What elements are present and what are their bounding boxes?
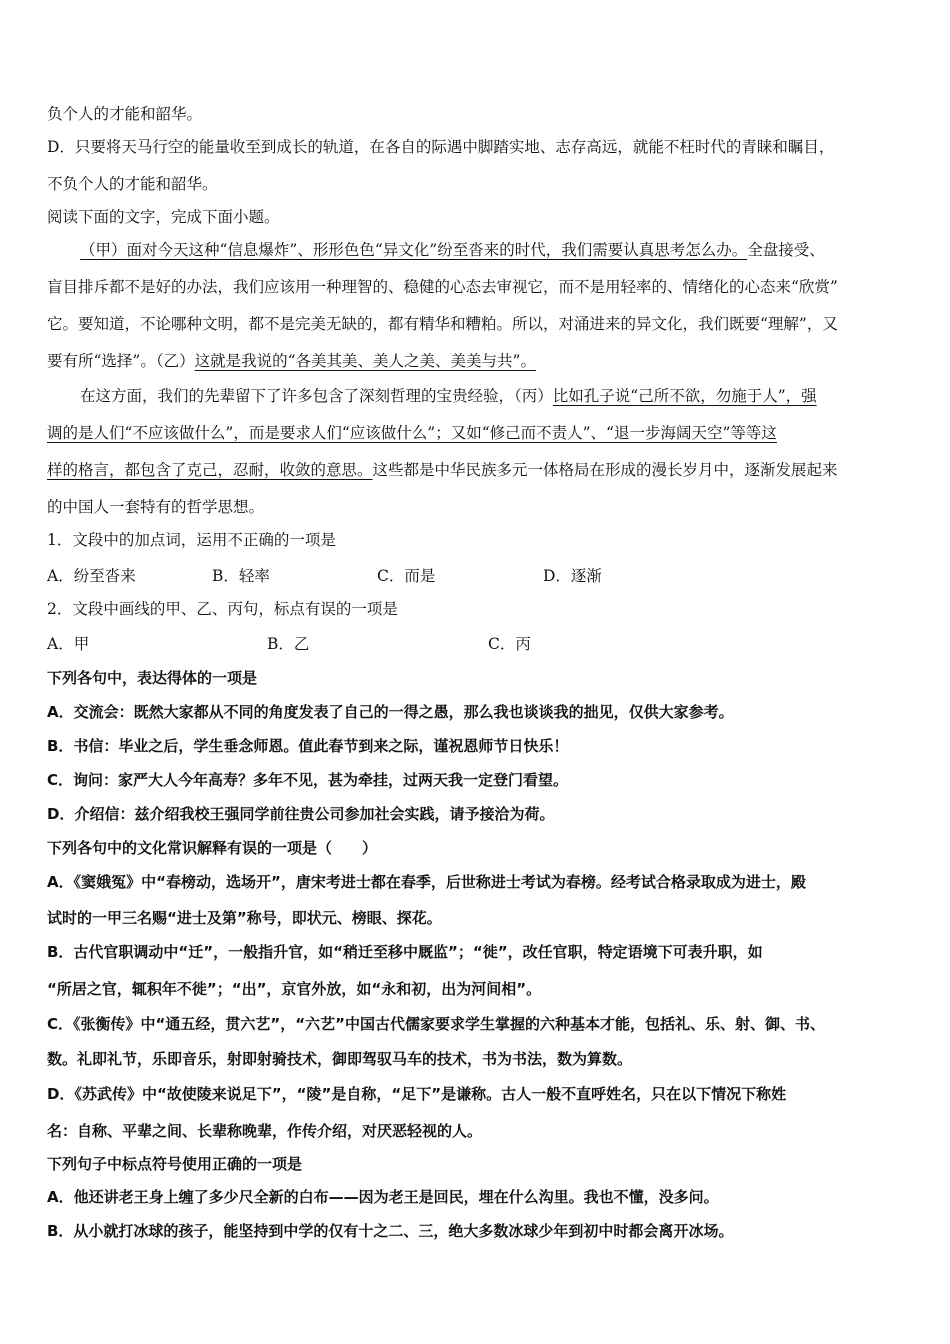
passage-text: 全盘接受、 (747, 241, 825, 259)
underlined-sentence-bing: 比如孔子说“己所不欲，勿施于人”，强 (552, 387, 817, 405)
underlined-sentence-jia: （甲）面对今天这种“信息爆炸”、形形色色“异文化”纷至沓来的时代，我们需要认真思考怎么办。 (80, 241, 748, 259)
q4-option-b-cont: “所居之官，辄积年不徙”；“出”，京官外放，如“永和初，出为河间相”。 (47, 980, 542, 998)
q3-option-a: A．交流会：既然大家都从不同的角度发表了自己的一得之愚，那么我也谈谈我的拙见，仅供大家参考。 (47, 703, 734, 721)
question-5-title: 下列句子中标点符号使用正确的一项是 (47, 1155, 303, 1173)
q4-option-d-cont: 名：自称、平辈之间、长辈称晚辈，作传介绍，对厌恶轻视的人。 (47, 1122, 483, 1140)
passage-text: 在这方面，我们的先辈留下了许多包含了深刻哲理的宝贵经验，（丙） (80, 387, 553, 405)
q2-option-a: A．甲 (47, 635, 90, 653)
q3-option-b: B．书信：毕业之后，学生垂念师恩。值此春节到来之际，谨祝恩师节日快乐！ (47, 737, 569, 755)
q3-option-c: C．询问：家严大人今年高寿？多年不见，甚为牵挂，过两天我一定登门看望。 (47, 771, 569, 789)
q1-option-d: D．逐渐 (543, 567, 602, 585)
q4-option-d: D．《苏武传》中“故使陵来说足下”，“陵”是自称，“足下”是谦称。古人一般不直呼姓名，只在以下情况下称姓 (47, 1085, 787, 1103)
q1-option-b: B．轻率 (212, 567, 270, 585)
question-3-title: 下列各句中，表达得体的一项是 (47, 669, 258, 687)
passage-line (80, 386, 817, 406)
text-line: 负个人的才能和韶华。 (47, 105, 203, 123)
q1-option-c: C．而是 (377, 567, 436, 585)
passage-line: 盲目排斥都不是好的办法，我们应该用一种理智的、稳健的心态去审视它，而不是用轻率的、情绪化的心态来“欣赏” (47, 278, 838, 296)
q5-option-b: B．从小就打冰球的孩子，能坚持到中学的仅有十之二、三，绝大多数冰球少年到初中时都会离开冰场。 (47, 1222, 734, 1240)
q5-option-a: A．他还讲老王身上缠了多少尺全新的白布——因为老王是回民，埋在什么沟里。我也不懂，没多问。 (47, 1188, 719, 1206)
q2-option-c: C．丙 (488, 635, 531, 653)
passage-line (80, 240, 825, 260)
q4-option-a: A．《窦娥冤》中“春榜动，选场开”，唐宋考进士都在春季，后世称进士考试为春榜。经考试合格录取成为进士，殿 (47, 873, 806, 891)
underlined-sentence-yi: 这就是我说的“各美其美、美人之美、美美与共”。 (194, 352, 536, 370)
question-4-title: 下列各句中的文化常识解释有误的一项是（ ） (47, 839, 378, 857)
q3-option-d: D．介绍信：兹介绍我校王强同学前往贵公司参加社会实践，请予接洽为荷。 (47, 805, 555, 823)
passage-line: 的中国人一套特有的哲学思想。 (47, 498, 265, 516)
q4-option-c-cont: 数。礼即礼节，乐即音乐，射即射骑技术，御即驾驭马车的技术，书为书法，数为算数。 (47, 1050, 633, 1068)
passage-text: 要有所“选择”。（乙） (47, 352, 195, 370)
passage-text: 这些都是中华民族多元一体格局在形成的漫长岁月中，逐渐发展起来 (372, 461, 838, 479)
question-1: 1．文段中的加点词，运用不正确的一项是 (47, 531, 336, 549)
reading-instruction: 阅读下面的文字，完成下面小题。 (47, 208, 280, 226)
q4-option-c: C．《张衡传》中“通五经，贯六艺”，“六艺”中国古代儒家要求学生掌握的六种基本才能，包括礼、乐、射、御、书、 (47, 1015, 825, 1033)
underlined-sentence-bing-end: 样的格言，都包含了克己，忍耐，收敛的意思。 (47, 461, 373, 479)
q2-option-b: B．乙 (267, 635, 310, 653)
question-2: 2．文段中画线的甲、乙、丙句，标点有误的一项是 (47, 600, 398, 618)
option-d-line: D．只要将天马行空的能量收至到成长的轨道，在各自的际遇中脚踏实地、志存高远，就能不枉时代的青睐和瞩目， (47, 138, 835, 156)
passage-line: 它。要知道，不论哪种文明，都不是完美无缺的，都有精华和糟粕。所以，对涌进来的异文化，我们既要“理解”，又 (47, 315, 838, 333)
underlined-sentence-bing-cont: 调的是人们“不应该做什么”，而是要求人们“应该做什么”；又如“修己而不责人”、“退一步海阔天空”等等这 (47, 424, 777, 442)
passage-line (47, 351, 536, 371)
q4-option-b: B．古代官职调动中“迁”，一般指升官，如“稍迁至移中厩监”；“徙”，改任官职，特定语境下可表升职，如 (47, 943, 763, 961)
q4-option-a-cont: 试时的一甲三名赐“进士及第”称号，即状元、榜眼、探花。 (47, 909, 442, 927)
text-line: 不负个人的才能和韶华。 (47, 175, 218, 193)
q1-option-a: A．纷至沓来 (47, 567, 136, 585)
passage-line (47, 460, 838, 480)
